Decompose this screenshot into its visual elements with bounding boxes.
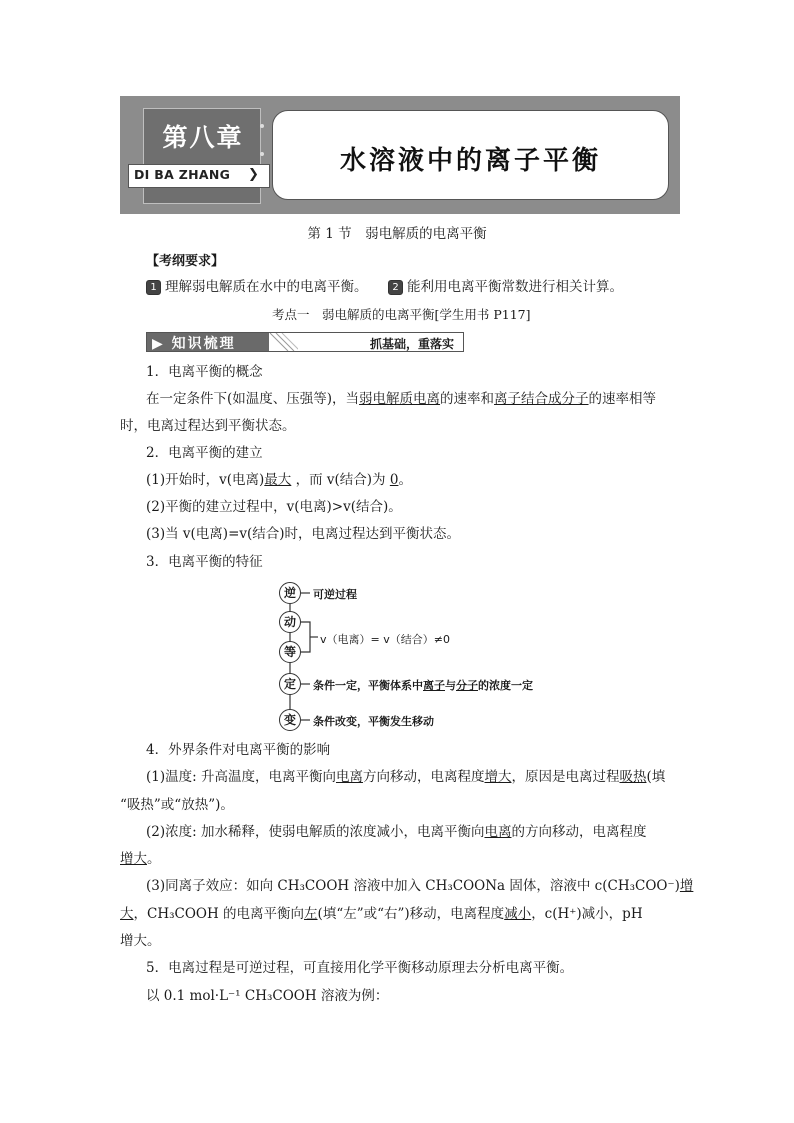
feature-desc-bian: 条件改变，平衡发生移动 — [313, 715, 434, 728]
text: ，CH₃COOH 的电离平衡向 — [133, 906, 305, 922]
blank-answer: 弱电解质电离 — [359, 391, 441, 407]
feature-node-ding: 定 — [279, 673, 301, 695]
feature-node-dong: 动 — [279, 611, 301, 633]
s4-p3-line2 — [120, 904, 643, 924]
requirement-1 — [146, 277, 368, 297]
text: ，c(H⁺)减小，pH — [531, 906, 643, 922]
text: 的浓度一定 — [478, 679, 533, 692]
blank-answer: 0 — [389, 472, 399, 488]
requirement-text: 能利用电离平衡常数进行相关计算。 — [407, 279, 623, 295]
s2-heading: 2．电离平衡的建立 — [146, 445, 263, 461]
chapter-number: 第八章 — [162, 123, 244, 152]
s1-heading: 1．电离平衡的概念 — [146, 364, 263, 380]
chapter-pinyin: DI BA ZHANG — [134, 167, 231, 182]
number-badge: 1 — [146, 280, 161, 295]
banner-dot — [260, 152, 264, 156]
text: 在一定条件下(如温度、压强等)，当 — [146, 391, 360, 407]
s4-p1-line2: “吸热”或“放热”)。 — [120, 797, 234, 813]
text: (1)温度: 升高温度，电离平衡向 — [146, 769, 336, 785]
blank-answer: 分子 — [456, 679, 478, 692]
s3-heading: 3．电离平衡的特征 — [146, 554, 263, 570]
text: 的速率和 — [440, 391, 495, 407]
knowledge-bar-stripes — [268, 333, 298, 351]
knowledge-bar-subtitle: 抓基础，重落实 — [370, 337, 455, 351]
feature-node-ni: 逆 — [279, 582, 301, 604]
blank-answer: 增大 — [120, 851, 147, 867]
section-title: 第 1 节 弱电解质的电离平衡 — [307, 226, 487, 242]
s4-p3-line1 — [146, 876, 693, 896]
text: (3)同离子效应：如向 CH₃COOH 溶液中加入 CH₃COONa 固体，溶液中 c(CH₃COO⁻) — [146, 878, 680, 894]
requirements-label: 【考纲要求】 — [146, 254, 225, 269]
text: 。 — [147, 851, 161, 867]
knowledge-bar-title: 知识梳理 — [171, 336, 236, 352]
blank-answer: 离子 — [423, 679, 445, 692]
text: 的速率相等 — [588, 391, 657, 407]
blank-answer: 电离 — [484, 824, 512, 840]
blank-answer: 增 — [679, 878, 694, 894]
s1-line2: 时，电离过程达到平衡状态。 — [120, 418, 296, 434]
text: 条件一定，平衡体系中 — [313, 679, 423, 692]
banner-dot — [260, 124, 264, 128]
play-icon: ▶ — [152, 336, 165, 352]
text: 方向移动，电离程度 — [362, 769, 485, 785]
blank-answer: 减小 — [504, 906, 532, 922]
chapter-title: 水溶液中的离子平衡 — [339, 146, 601, 176]
s4-p3-line3: 增大。 — [120, 933, 161, 949]
text: 与 — [445, 679, 456, 692]
requirement-2 — [388, 277, 623, 297]
feature-node-bian: 变 — [279, 709, 301, 731]
s1-line1 — [146, 389, 656, 409]
blank-answer: 大 — [120, 906, 134, 922]
s5-heading: 5．电离过程是可逆过程，可直接用化学平衡移动原理去分析电离平衡。 — [146, 960, 574, 976]
s2-line3: (3)当 v(电离)=v(结合)时，电离过程达到平衡状态。 — [146, 526, 461, 542]
s4-p2-line2 — [120, 849, 161, 869]
text: (2)浓度: 加水稀释，使弱电解质的浓度减小，电离平衡向 — [146, 824, 485, 840]
text: 。 — [398, 472, 412, 488]
s2-line1 — [146, 470, 412, 490]
feature-desc-dong-deng: v（电离）= v（结合）≠0 — [320, 633, 450, 646]
text: ，而 v(结合)为 — [295, 472, 386, 488]
s4-heading: 4．外界条件对电离平衡的影响 — [146, 742, 331, 758]
chevron-right-icon: ❯ — [248, 167, 259, 182]
text: (填“左”或“右”)移动，电离程度 — [317, 906, 505, 922]
knowledge-bar-label — [152, 333, 236, 353]
topic-heading: 考点一 弱电解质的电离平衡[学生用书 P117] — [272, 307, 531, 322]
s4-p1-line1 — [146, 767, 665, 787]
blank-answer: 电离 — [335, 769, 363, 785]
feature-node-deng: 等 — [279, 641, 301, 663]
feature-desc-ding — [313, 677, 533, 693]
blank-answer: 左 — [304, 906, 318, 922]
s4-p2-line1 — [146, 822, 646, 842]
text: ，原因是电离过程 — [511, 769, 620, 785]
text: (填 — [646, 769, 666, 785]
blank-answer: 增大 — [484, 769, 512, 785]
blank-answer: 最大 — [264, 472, 292, 488]
number-badge: 2 — [388, 280, 403, 295]
blank-answer: 吸热 — [619, 769, 647, 785]
s5-line1: 以 0.1 mol·L⁻¹ CH₃COOH 溶液为例： — [146, 988, 389, 1004]
text: (1)开始时，v(电离) — [146, 472, 265, 488]
features-diagram-lines — [270, 580, 530, 735]
text: 的方向移动，电离程度 — [511, 824, 647, 840]
s2-line2: (2)平衡的建立过程中，v(电离)>v(结合)。 — [146, 499, 402, 515]
blank-answer: 离子结合成分子 — [494, 391, 589, 407]
feature-desc-ni: 可逆过程 — [313, 588, 357, 601]
requirement-text: 理解弱电解质在水中的电离平衡。 — [165, 279, 368, 295]
